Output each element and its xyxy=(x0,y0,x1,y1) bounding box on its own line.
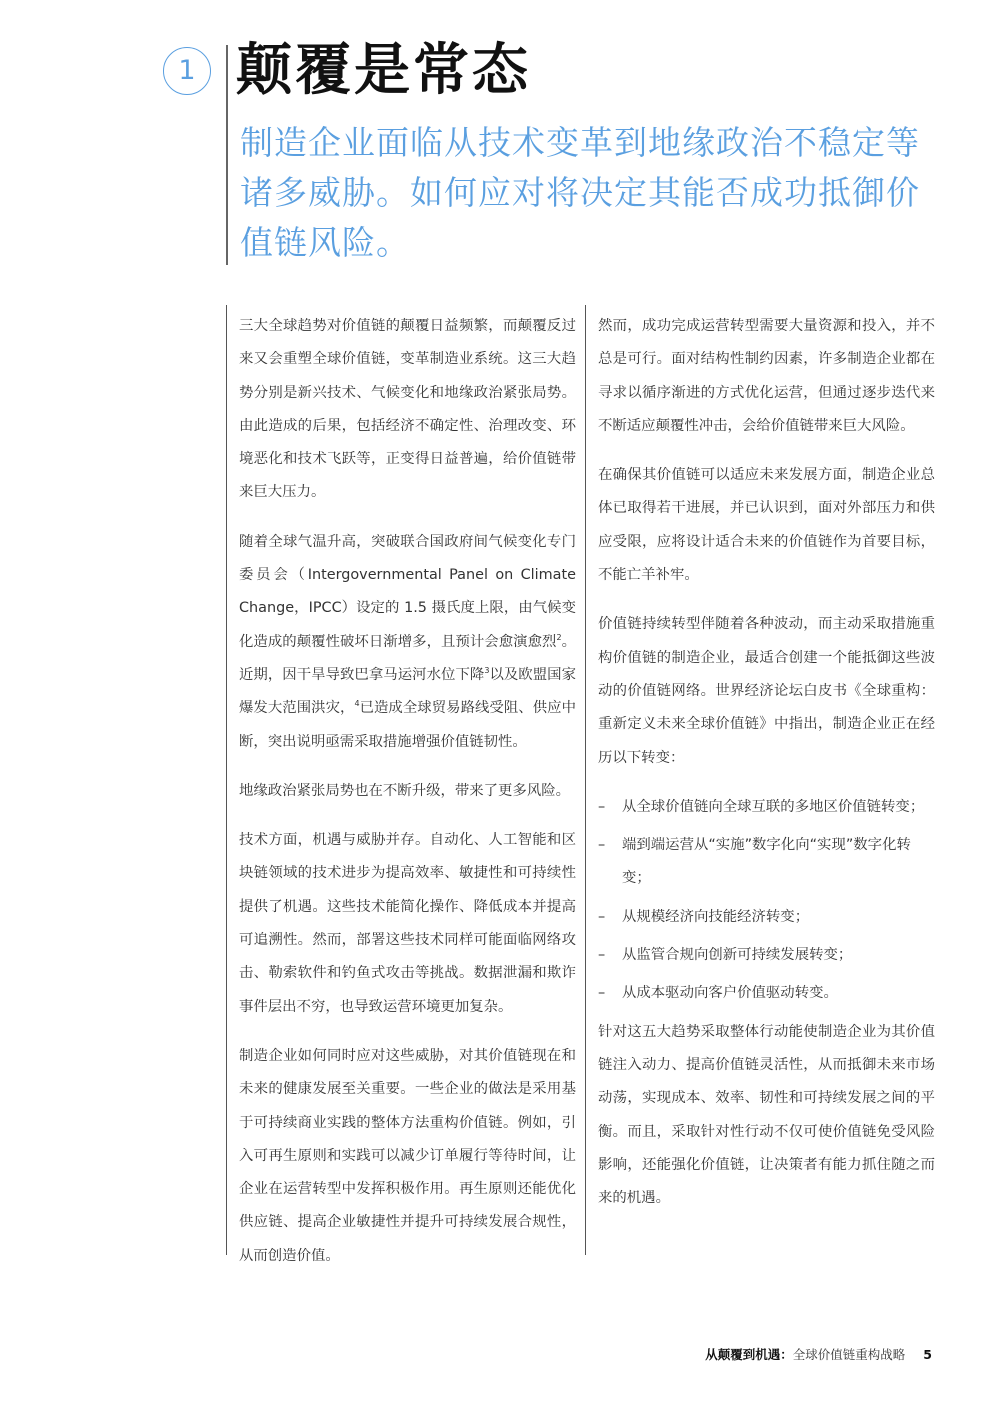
page-footer xyxy=(705,1345,932,1363)
dash-bullet-icon: – xyxy=(598,947,606,964)
body-paragraph: 三大全球趋势对价值链的颠覆日益频繁，而颠覆反过来又会重塑全球价值链，变革制造业系统。这三大趋势分别是新兴技术、气候变化和地缘政治紧张局势。由此造成的后果，包括经济不确定性、治理改变、环境恶化和技术飞跃等，正变得日益普遍，给价值链带来巨大压力。 xyxy=(239,318,576,501)
body-text: 。近期，因干旱导致巴拿马运河水位下降 xyxy=(239,633,576,683)
body-text: 随着全球气温升高，突破联合国政府间气候变化专门委员会（Intergovernmental Panel on Climate Change，IPCC）设定的 1.5 摄氏度上限，由气候变化造成的颠覆性破坏日渐增多，且预计会愈演愈烈 xyxy=(239,533,576,650)
title-divider xyxy=(226,45,228,265)
list-item-text: 端到端运营从“实施”数字化向“实现”数字化转变； xyxy=(622,837,911,887)
body-paragraph: 制造企业如何同时应对这些威胁，对其价值链现在和未来的健康发展至关重要。一些企业的做法是采用基于可持续商业实践的整体方法重构价值链。例如，引入可再生原则和实践可以减少订单履行等待时间，让企业在运营转型中发挥积极作用。再生原则还能优化供应链、提高企业敏捷性并提升可持续发展合规性，从而创造价值。 xyxy=(239,1047,576,1264)
body-text: 以及欧盟国家爆发大范围洪灾， xyxy=(239,666,576,717)
body-paragraph: 地缘政治紧张局势也在不断升级，带来了更多风险。 xyxy=(239,782,570,799)
list-item xyxy=(598,901,935,934)
body-paragraph xyxy=(239,526,576,759)
dash-bullet-icon: – xyxy=(598,837,606,854)
middle-column-rule xyxy=(585,305,586,1255)
body-paragraph: 然而，成功完成运营转型需要大量资源和投入，并不总是可行。面对结构性制约因素，许多制造企业都在寻求以循序渐进的方式优化运营，但通过逐步迭代来不断适应颠覆性冲击，会给价值链带来巨大风险。 xyxy=(598,318,935,434)
dash-bullet-icon: – xyxy=(598,908,606,925)
body-paragraph: 技术方面，机遇与威胁并存。自动化、人工智能和区块链领域的技术进步为提高效率、敏捷性和可持续性提供了机遇。这些技术能简化操作、降低成本并提高可追溯性。然而，部署这些技术同样可能面临网络攻击、勒索软件和钓鱼式攻击等挑战。数据泄漏和欺诈事件层出不穷，也导致运营环境更加复杂。 xyxy=(239,832,576,1015)
list-item-text: 从成本驱动向客户价值驱动转变。 xyxy=(622,985,838,1002)
dash-bullet-icon: – xyxy=(598,798,606,815)
list-item-text: 从全球价值链向全球互联的多地区价值链转变； xyxy=(622,798,925,815)
left-column xyxy=(239,310,576,1289)
body-paragraph: 针对这五大趋势采取整体行动能使制造企业为其价值链注入动力、提高价值链灵活性，从而抵御未来市场动荡，实现成本、效率、韧性和可持续发展之间的平衡。而且，采取针对性行动不仅可使价值链免受风险影响，还能强化价值链，让决策者有能力抓住随之而来的机遇。 xyxy=(598,1023,935,1207)
body-paragraph: 在确保其价值链可以适应未来发展方面，制造企业总体已取得若干进展，并已认识到，面对外部压力和供应受限，应将设计适合未来的价值链作为首要目标，不能亡羊补牢。 xyxy=(598,467,935,584)
transformation-list xyxy=(598,791,935,1011)
footnote-ref: 4 xyxy=(354,699,360,709)
footer-title-bold: 从颠覆到机遇： xyxy=(705,1347,793,1362)
body-paragraph: 价值链持续转型伴随着各种波动，而主动采取措施重构价值链的制造企业，最适合创建一个能抵御这些波动的价值链网络。世界经济论坛白皮书《全球重构：重新定义未来全球价值链》中指出，制造企业正在经历以下转变： xyxy=(598,616,935,766)
lead-paragraph: 制造企业面临从技术变革到地缘政治不稳定等诸多威胁。如何应对将决定其能否成功抵御价值链风险。 xyxy=(240,123,920,262)
page-title: 颠覆是常态 xyxy=(236,38,531,103)
footnote-ref: 2 xyxy=(556,632,562,642)
list-item xyxy=(598,829,935,896)
page-number: 5 xyxy=(923,1347,932,1362)
list-item-text: 从规模经济向技能经济转变； xyxy=(622,908,810,925)
list-item xyxy=(598,791,935,824)
section-number-badge: 1 xyxy=(163,47,211,95)
footer-title: 全球价值链重构战略 xyxy=(792,1347,906,1362)
list-item-text: 从监管合规向创新可持续发展转变； xyxy=(622,947,853,964)
footnote-ref: 3 xyxy=(484,666,490,676)
body-text: 已造成全球贸易路线受阻、供应中断，突出说明亟需采取措施增强价值链韧性。 xyxy=(239,700,576,750)
left-column-rule xyxy=(226,305,227,1255)
dash-bullet-icon: – xyxy=(598,985,606,1002)
list-item xyxy=(598,977,935,1010)
right-column xyxy=(598,310,935,1231)
list-item xyxy=(598,939,935,972)
